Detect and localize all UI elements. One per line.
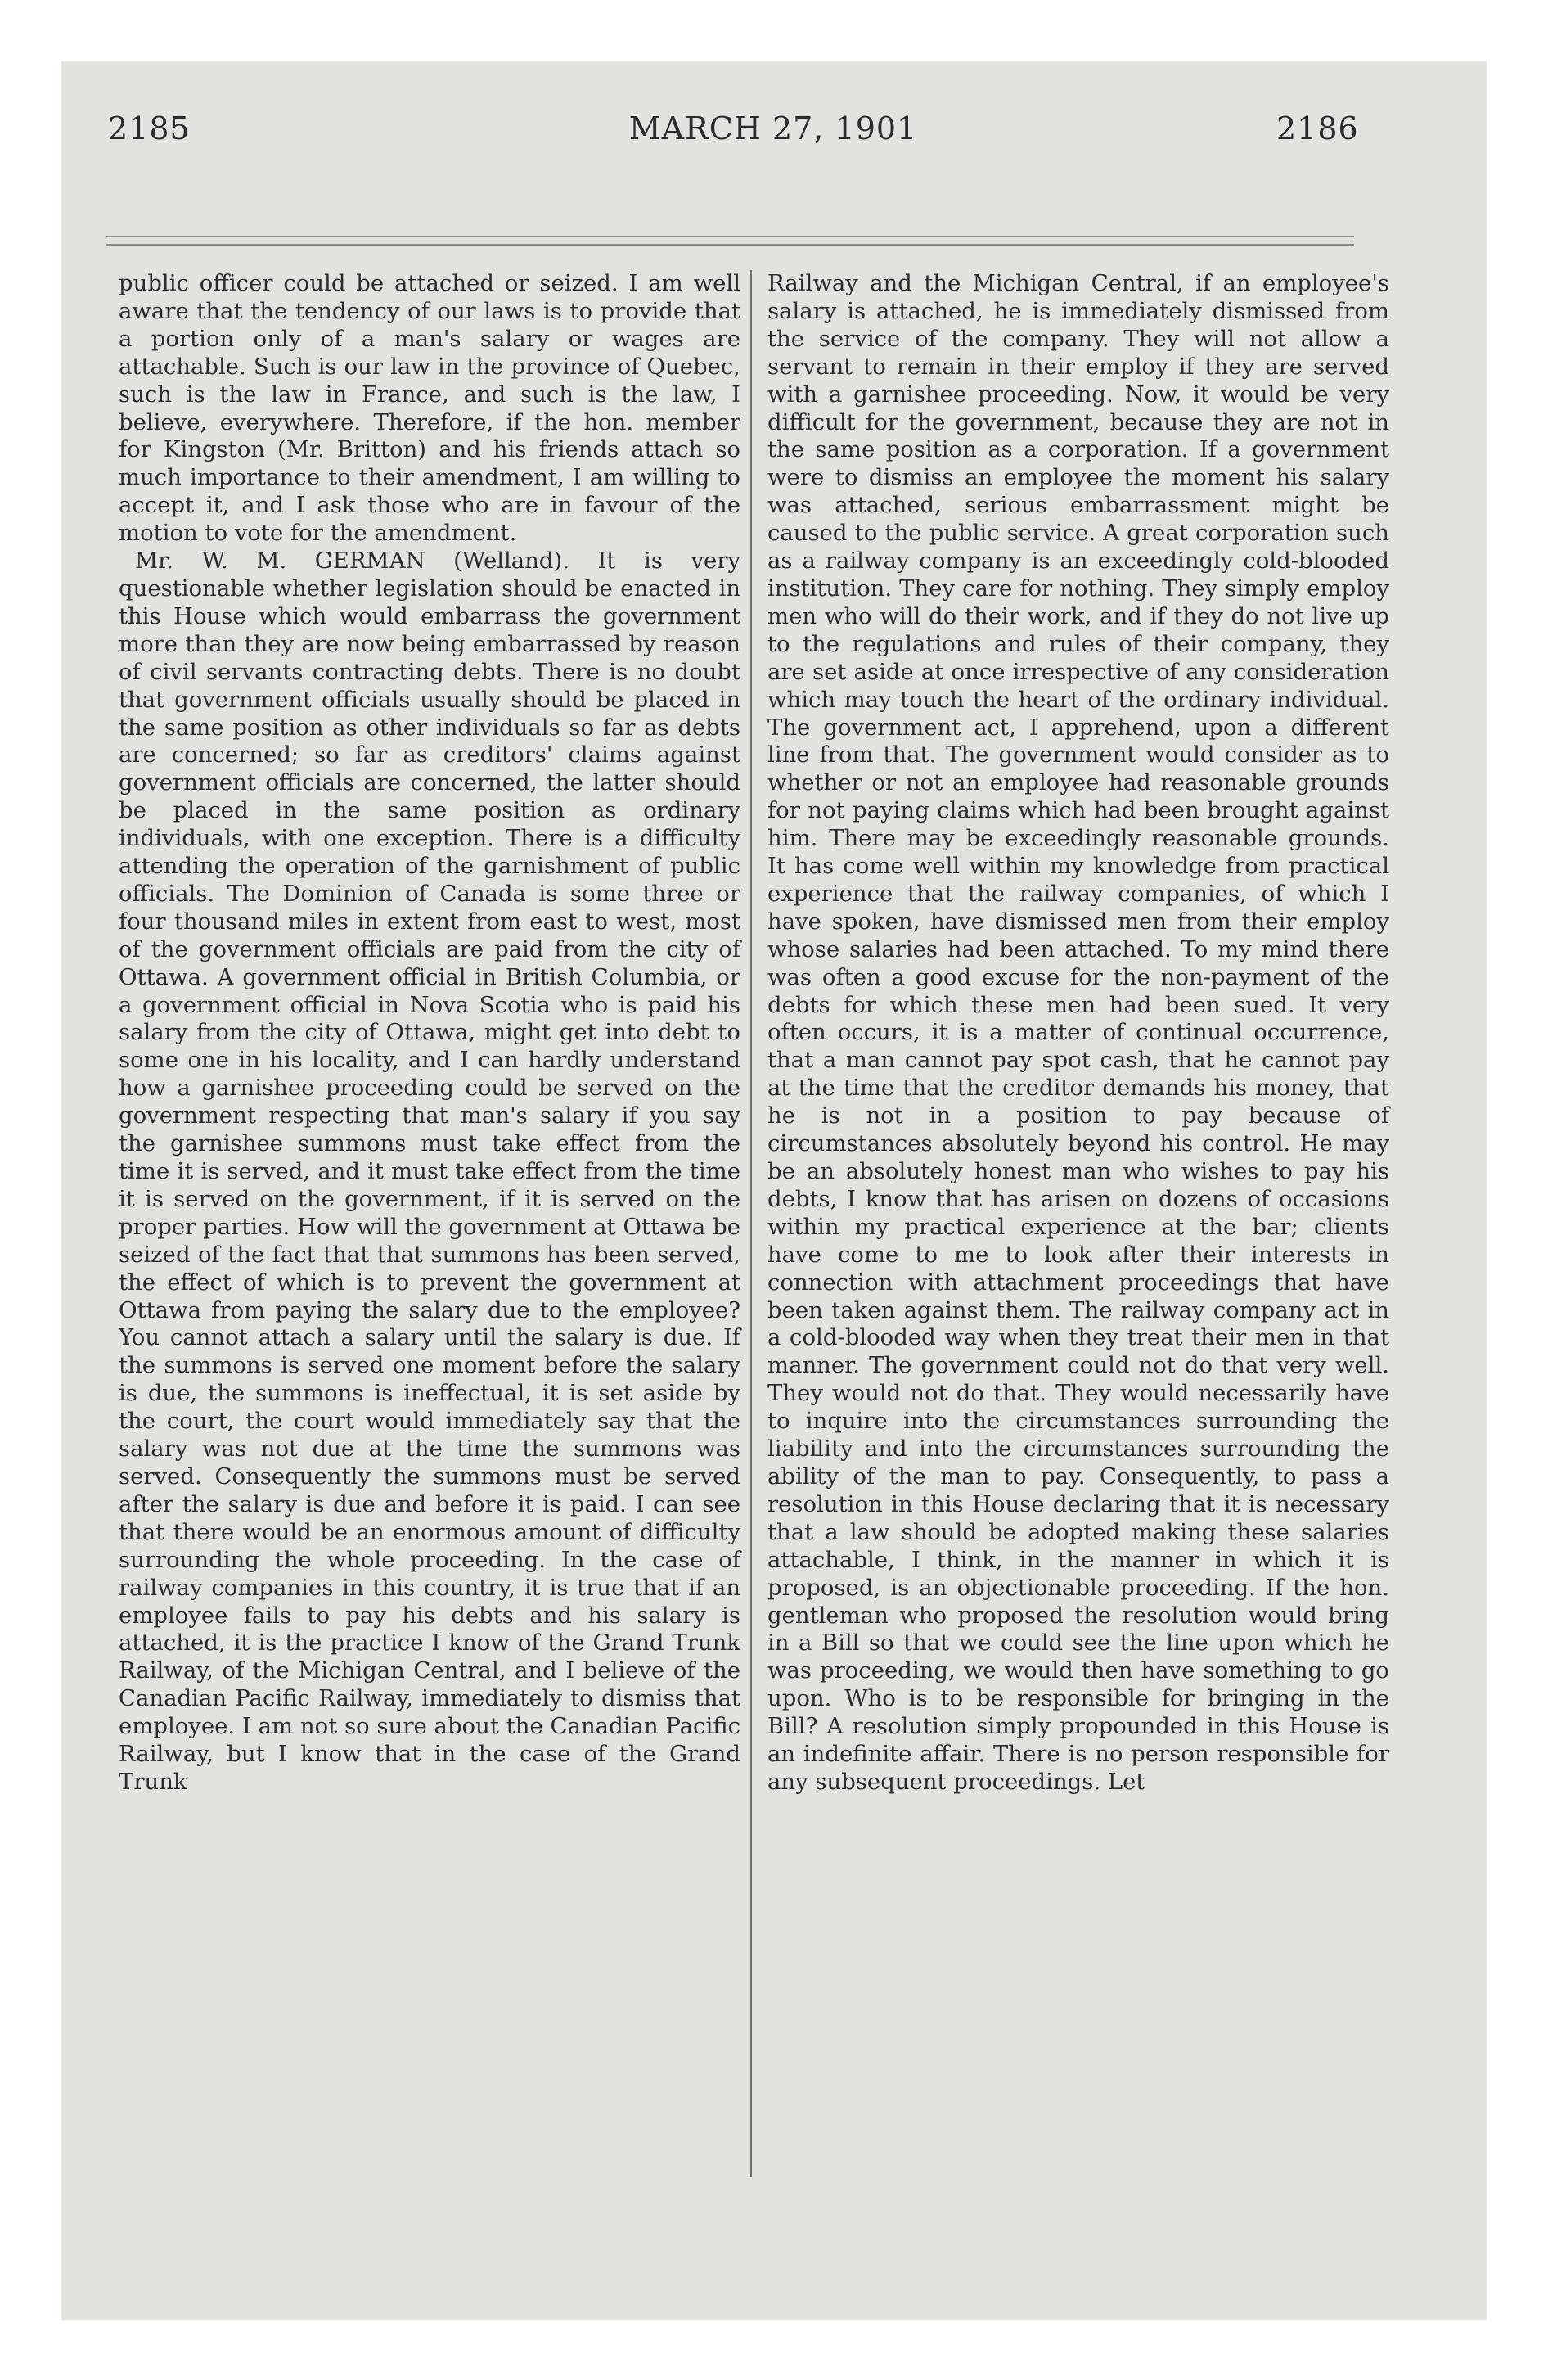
header-rule-bottom [106,244,1354,246]
left-paragraph-2: Mr. W. M. GERMAN (Welland). It is very questionable whether legislation should be enacted in this House which would embarrass the government more than they are now being embarrassed by reason of civil servants contracting debts. There is no doubt that government officials usually should be placed in the same position as other individuals so far as debts are concerned; so far as creditors' claims against government officials are concerned, the latter should be placed in the same position as ordinary individuals, with one exception. There is a difficulty attending the operation of the garnishment of public officials. The Dominion of Canada is some three or four thousand miles in extent from east to west, most of the government officials are paid from the city of Ottawa. A government official in British Columbia, or a government official in Nova Scotia who is paid his salary from the city of Ottawa, might get into debt to some one in his locality, and I can hardly understand how a garnishee proceeding could be served on the government respecting that man's salary if you say the garnishee summons must take effect from the time it is served, and it must take effect from the time it is served on the government, if it is served on the proper parties. How will the government at Ottawa be seized of the fact that that summons has been served, the effect of which is to prevent the government at Ottawa from paying the salary due to the employee? You cannot attach a salary until the salary is due. If the summons is served one moment before the salary is due, the summons is ineffectual, it is set aside by the court, the court would immediately say that the salary was not due at the time the summons was served. Consequently the summons must be served after the salary is due and before it is paid. I can see that there would be an enormous amount of difficulty surrounding the whole proceeding. In the case of railway companies in this country, it is true that if an employee fails to pay his debts and his salary is attached, it is the practice I know of the Grand Trunk Railway, of the Michigan Central, and I believe of the Canadian Pacific Railway, immediately to dismiss that employee. I am not so sure about the Canadian Pacific Railway, but I know that in the case of the Grand Trunk [119,548,740,1795]
page-date: MARCH 27, 1901 [628,110,918,146]
left-paragraph-1: public officer could be attached or seized. I am well aware that the tendency of our laws is to provide that a portion only of a man's salary or wages are attachable. Such is our law in the province of Quebec, such is the law in France, and such is the law, I believe, everywhere. Therefore, if the hon. member for Kingston (Mr. Britton) and his friends attach so much importance to their amendment, I am willing to accept it, and I ask those who are in favour of the motion to vote for the amendment. [119,270,740,547]
right-paragraph-1: Railway and the Michigan Central, if an employee's salary is attached, he is immediately dismissed from the service of the company. They will not allow a servant to remain in their employ if they are served with a garnishee proceeding. Now, it would be very difficult for the government, because they are not in the same position as a corporation. If a government were to dismiss an employee the moment his salary was attached, serious embarrassment might be caused to the public service. A great corporation such as a railway company is an exceedingly cold-blooded institution. They care for nothing. They simply employ men who will do their work, and if they do not live up to the regulations and rules of their company, they are set aside at once irrespective of any consideration which may touch the heart of the ordinary individual. The government act, I apprehend, upon a different line from that. The government would consider as to whether or not an employee had reasonable grounds for not paying claims which had been brought against him. There may be exceedingly reasonable grounds. It has come well within my knowledge from practical experience that the railway companies, of which I have spoken, have dismissed men from their employ whose salaries had been attached. To my mind there was often a good excuse for the non-payment of the debts for which these men had been sued. It very often occurs, it is a matter of continual occurrence, that a man cannot pay spot cash, that he cannot pay at the time that the creditor demands his money, that he is not in a position to pay because of circumstances absolutely beyond his control. He may be an absolutely honest man who wishes to pay his debts, I know that has arisen on dozens of occasions within my practical experience at the bar; clients have come to me to look after their interests in connection with attachment proceedings that have been taken against them. The railway company act in a cold-blooded way when they treat their men in that manner. The government could not do that very well. They would not do that. They would necessarily have to inquire into the circumstances surrounding the liability and into the circumstances surrounding the ability of the man to pay. Consequently, to pass a resolution in this House declaring that it is necessary that a law should be adopted making these salaries attachable, I think, in the manner in which it is proposed, is an objectionable proceeding. If the hon. gentleman who proposed the resolution would bring in a Bill so that we could see the line upon which he was proceeding, we would then have something to go upon. Who is to be responsible for bringing in the Bill? A resolution simply propounded in this House is an indefinite affair. There is no person responsible for any subsequent proceedings. Let [767,270,1389,1795]
left-column [119,270,740,1796]
right-column [767,270,1389,1796]
right-page-number: 2186 [1276,110,1359,146]
page-header [61,110,1487,160]
column-divider [750,270,752,2177]
left-page-number: 2185 [108,110,191,146]
header-rule-top [106,236,1354,237]
